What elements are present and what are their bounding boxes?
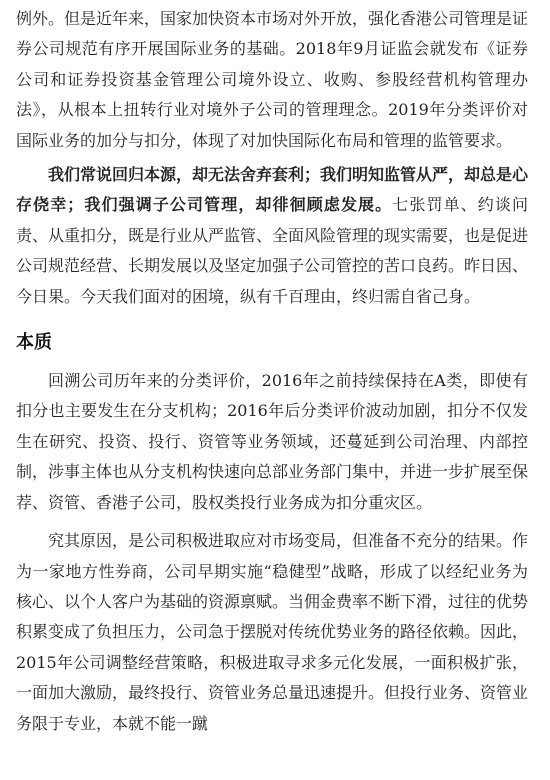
paragraph-reflection-rest: 七张罚单、约谈问责、从重扣分，既是行业从严监管、全面风险管理的现实需要，也是促进公司规范经营、长期发展以及坚定加强子公司管控的苦口良药。昨日因、今日果。今天我们面对的困境，纵有千百理由，终归需自省己身。 bbox=[16, 195, 529, 306]
paragraph-cause: 究其原因，是公司积极进取应对市场变局，但准备不充分的结果。作为一家地方性券商，公司早期实施“稳健型”战略，形成了以经纪业务为核心、以个人客户为基础的资源禀赋。当佣金费率不断下滑，过往的优势积累变成了负担压力，公司急于摆脱对传统优势业务的路径依赖。因此，2015年公司调整经营策略，积极进取寻求多元化发展，一面积极扩张，一面加大激励，最终投行、资管业务总量迅速提升。但投行业务、资管业务限于专业，本就不能一蹴 bbox=[16, 531, 529, 733]
emphasis-text: 我们常说回归本源，却无法舍弃套利；我们明知监管从严，却总是心存侥幸；我们强调子公司管理，却徘徊顾虑发展。 bbox=[16, 165, 529, 215]
paragraph-reflection bbox=[16, 160, 528, 312]
section-heading: 本质 bbox=[16, 332, 52, 354]
paragraph-history: 回溯公司历年来的分类评价，2016年之前持续保持在A类，即使有扣分也主要发生在分支机构；2016年后分类评价波动加剧，扣分不仅发生在研究、投资、投行、资管等业务领域，还蔓延到公司治理、内部控制，涉事主体也从分支机构快速向总部业务部门集中，并进一步扩展至保荐、资管、香港子公司，股权类投行业务成为扣分重灾区。 bbox=[16, 371, 529, 512]
paragraph-intro: 例外。但是近年来，国家加快资本市场对外开放，强化香港公司管理是证券公司规范有序开展国际业务的基础。2018年9月证监会就发布《证券公司和证券投资基金管理公司境外设立、收购、参股经营机构管理办法》，从根本上扭转行业对境外子公司的管理理念。2019年分类评价对国际业务的加分与扣分，体现了对加快国际化布局和管理的监管要求。 bbox=[16, 9, 529, 150]
